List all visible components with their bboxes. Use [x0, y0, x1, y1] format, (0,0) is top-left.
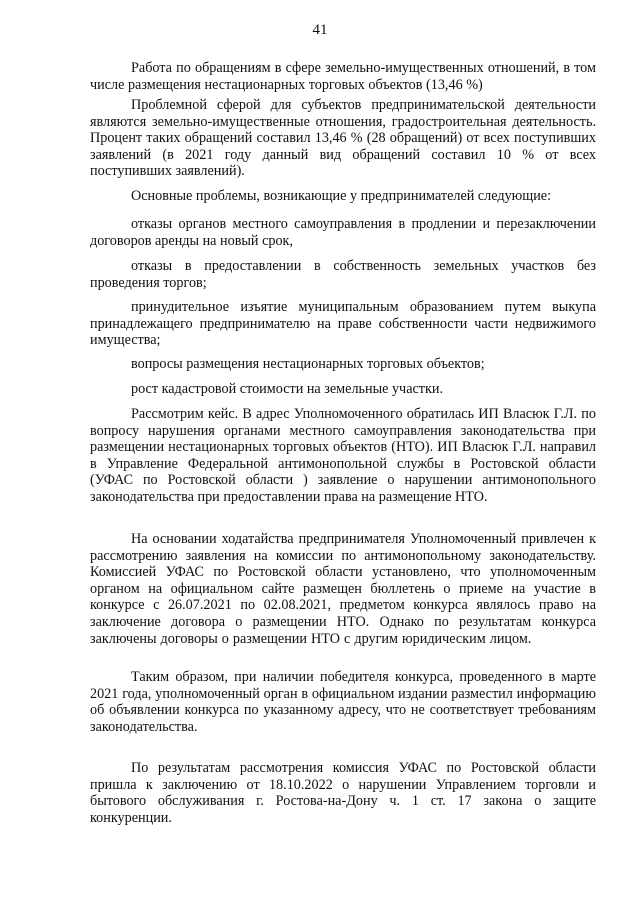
- page-number: 41: [312, 22, 328, 38]
- paragraph-list-item-5: рост кадастровой стоимости на земельные участки.: [131, 381, 444, 397]
- paragraph-conclusion: Таким образом, при наличии победителя конкурса, проведенного в марте 2021 года, уполномоченный орган в официальном издании разместил информацию об объявлении конкурса по указанному адресу, что не соответствует требованиям законодательства.: [90, 669, 596, 735]
- paragraph-problem-sphere: Проблемной сферой для субъектов предпринимательской деятельности являются земельно-имущественные отношения, градостроительная деятельность. Процент таких обращений составил 13,46 % (28 обращений) от всех поступивших заявлений (в 2021 году данный вид обращений составил 10 % от всех поступивших заявлений).: [90, 97, 596, 180]
- paragraph-list-item-1: отказы органов местного самоуправления в продлении и перезаключении договоров аренды на новый срок,: [90, 216, 596, 249]
- paragraph-petition: На основании ходатайства предпринимателя Уполномоченный привлечен к рассмотрению заявления на комиссии по антимонопольному законодательству. Комиссией УФАС по Ростовской области установлено, что уполномоченным органом на официальном сайте размещен бюллетень о приеме на участие в конкурсе с 26.07.2021 по 02.08.2021, предметом конкурса являлось право на заключение договора о размещении НТО. Однако по результатам конкурса заключены договоры о размещении НТО с другим юридическим лицом.: [90, 531, 596, 647]
- paragraph-list-item-3: принудительное изъятие муниципальным образованием путем выкупа принадлежащего предпринимателю на праве собственности части недвижимого имущества;: [90, 299, 596, 349]
- paragraph-case: Рассмотрим кейс. В адрес Уполномоченного обратилась ИП Власюк Г.Л. по вопросу нарушения органами местного самоуправления законодательства при размещении нестационарных торговых объектов (НТО). ИП Власюк Г.Л. направил в Управление Федеральной антимонопольной службы в Ростовской области (УФАС по Ростовской области ) заявление о нарушении антимонопольного законодательства при предоставлении права на размещение НТО.: [90, 406, 596, 505]
- paragraph-main-problems: Основные проблемы, возникающие у предпринимателей следующие:: [131, 188, 552, 204]
- paragraph-section-heading: Работа по обращениям в сфере земельно-имущественных отношений, в том числе размещения нестационарных торговых объектов (13,46 %): [90, 60, 596, 93]
- paragraph-list-item-4: вопросы размещения нестационарных торговых объектов;: [131, 356, 485, 372]
- paragraph-list-item-2: отказы в предоставлении в собственность земельных участков без проведения торгов;: [90, 258, 596, 291]
- paragraph-result: По результатам рассмотрения комиссия УФАС по Ростовской области пришла к заключению от 18.10.2022 о нарушении Управлением торговли и бытового обслуживания г. Ростова-на-Дону ч. 1 ст. 17 закона о защите конкуренции.: [90, 760, 596, 826]
